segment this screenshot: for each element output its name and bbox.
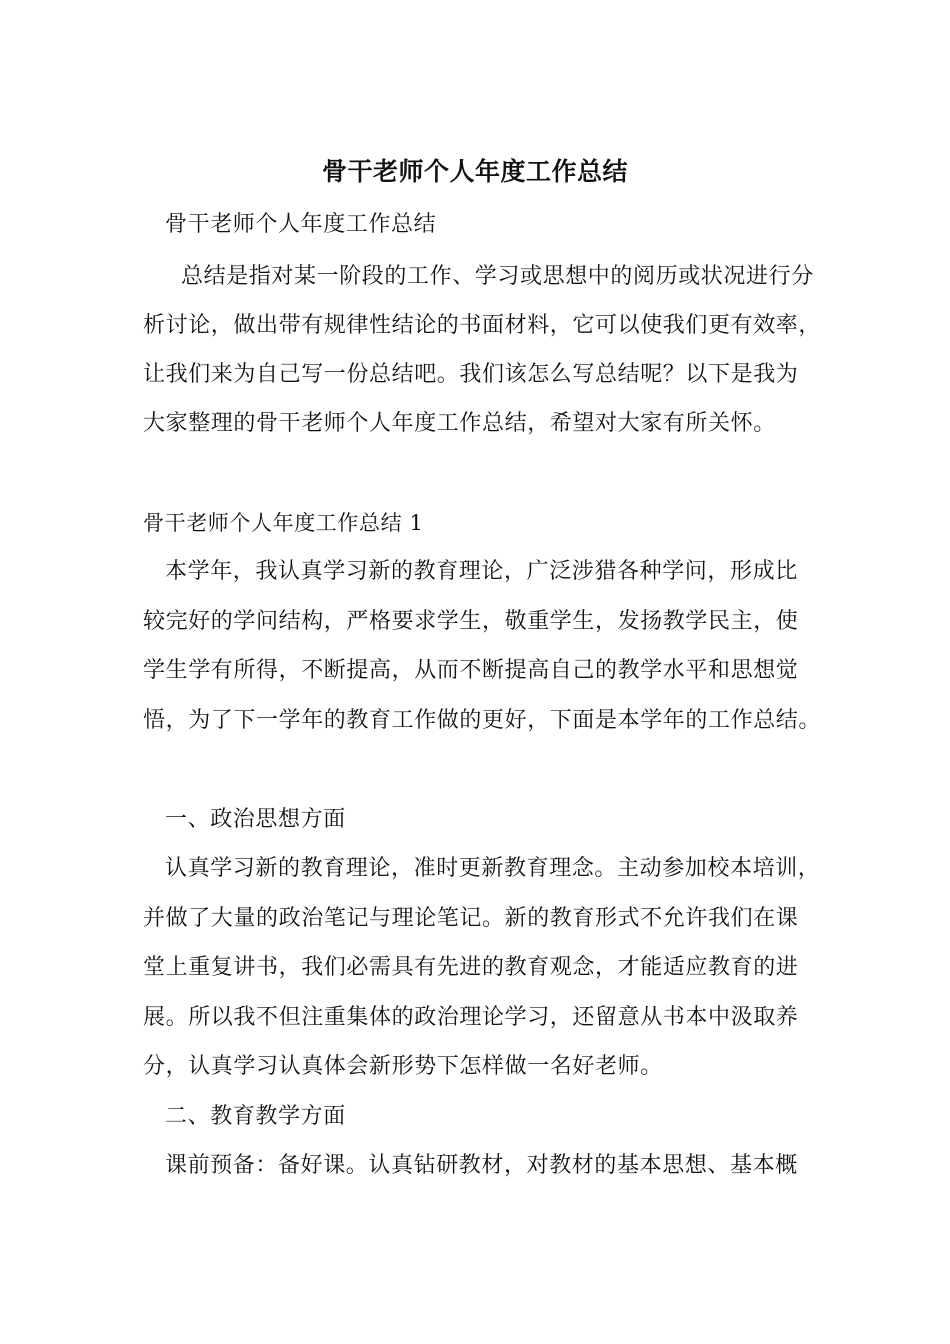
heading-teaching: 二、教育教学方面 <box>165 1104 346 1129</box>
para1-line-1: 本学年，我认真学习新的教育理论，广泛涉猎各种学问，形成比 <box>165 559 798 584</box>
intro-line-2: 析讨论，做出带有规律性结论的书面材料，它可以使我们更有效率， <box>143 313 822 338</box>
para1-line-2: 较完好的学问结构，严格要求学生，敬重学生，发扬教学民主，使 <box>143 609 799 634</box>
intro-line-3: 让我们来为自己写一份总结吧。我们该怎么写总结呢？以下是我为 <box>143 362 799 387</box>
para3-line-1: 课前预备：备好课。认真钻研教材，对教材的基本思想、基本概 <box>165 1153 798 1178</box>
heading-politics: 一、政治思想方面 <box>165 807 346 832</box>
subtitle-line: 骨干老师个人年度工作总结 <box>165 212 437 237</box>
document-title: 骨干老师个人年度工作总结 <box>321 157 628 186</box>
para2-line-4: 展。所以我不但注重集体的政治理论学习，还留意从书本中汲取养 <box>143 1005 799 1030</box>
para1-line-3: 学生学有所得，不断提高，从而不断提高自己的教学水平和思想觉 <box>143 658 799 683</box>
para2-line-1: 认真学习新的教育理论，准时更新教育理念。主动参加校本培训， <box>165 856 821 881</box>
intro-line-1: 总结是指对某一阶段的工作、学习或思想中的阅历或状况进行分 <box>181 264 814 289</box>
para2-line-3: 堂上重复讲书，我们必需具有先进的教育观念，才能适应教育的进 <box>143 955 799 980</box>
para2-line-5: 分，认真学习认真体会新形势下怎样做一名好老师。 <box>143 1054 663 1079</box>
para1-line-4: 悟，为了下一学年的教育工作做的更好，下面是本学年的工作总结。 <box>143 708 822 733</box>
para2-line-2: 并做了大量的政治笔记与理论笔记。新的教育形式不允许我们在课 <box>143 906 799 931</box>
intro-line-4: 大家整理的骨干老师个人年度工作总结，希望对大家有所关怀。 <box>143 411 776 436</box>
section-heading-1: 骨干老师个人年度工作总结 1 <box>143 511 424 535</box>
